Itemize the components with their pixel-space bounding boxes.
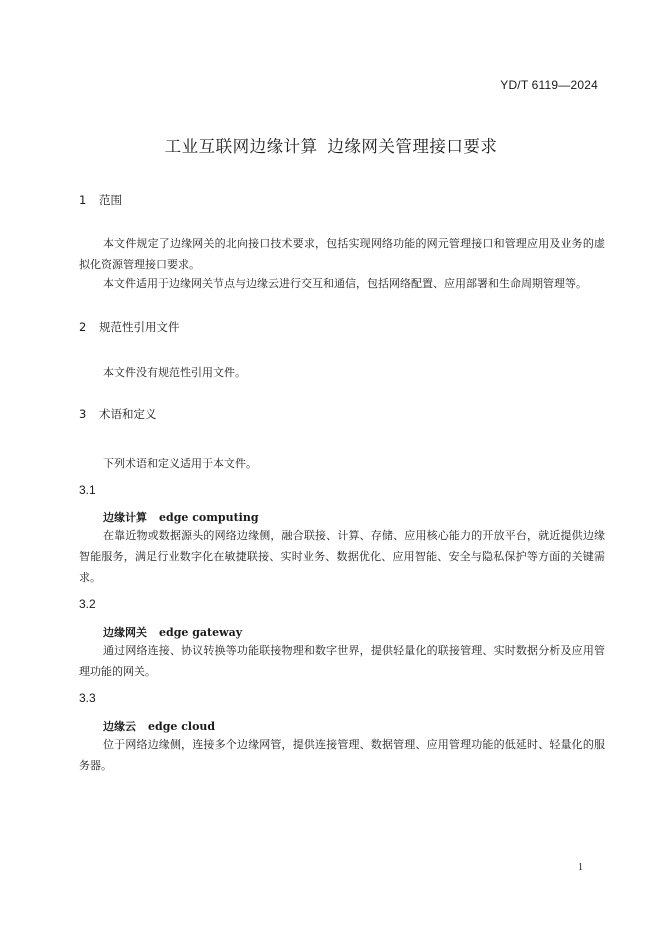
term-english: edge computing (159, 511, 259, 524)
document-title: 工业互联网边缘计算 边缘网关管理接口要求 (164, 137, 498, 156)
section-title: 范围 (99, 193, 122, 207)
term-chinese: 边缘网关 (103, 626, 147, 639)
term-chinese: 边缘云 (103, 720, 136, 733)
term-number: 3.1 (79, 483, 96, 497)
term-definition-edge-cloud: 位于网络边缘侧，连接多个边缘网管，提供连接管理、数据管理、应用管理功能的低延时、轻量化的服务器。 (79, 738, 605, 772)
scope-paragraph-2: 本文件适用于边缘网关节点与边缘云进行交互和通信，包括网络配置、应用部署和生命周期管理等。 (103, 277, 587, 290)
page-number: 1 (578, 862, 583, 873)
section-number: 2 (79, 320, 87, 334)
term-chinese: 边缘计算 (103, 511, 147, 524)
term-english: edge cloud (148, 720, 216, 733)
term-heading-edge-computing (103, 509, 259, 525)
section-title: 规范性引用文件 (99, 320, 180, 334)
section-heading-terms-definitions (79, 406, 157, 422)
term-heading-edge-gateway (103, 624, 242, 640)
term-heading-edge-cloud (103, 718, 215, 734)
section-number: 1 (79, 193, 87, 207)
section-heading-scope (79, 192, 122, 208)
references-paragraph: 本文件没有规范性引用文件。 (103, 366, 246, 379)
watermark (150, 904, 510, 922)
term-number: 3.2 (79, 597, 96, 611)
section-heading-normative-references (79, 319, 180, 335)
terms-intro-paragraph: 下列术语和定义适用于本文件。 (103, 457, 257, 470)
term-definition-edge-gateway: 通过网络连接、协议转换等功能联接物理和数字世界，提供轻量化的联接管理、实时数据分析及应用管理功能的网关。 (79, 644, 605, 678)
scope-paragraph-1: 本文件规定了边缘网关的北向接口技术要求，包括实现网络功能的网元管理接口和管理应用及业务的虚拟化资源管理接口要求。 (79, 237, 605, 271)
term-definition-edge-computing: 在靠近物或数据源头的网络边缘侧，融合联接、计算、存储、应用核心能力的开放平台，就近提供边缘智能服务，满足行业数字化在敏捷联接、实时业务、数据优化、应用智能、安全与隐私保护等方面的关键需求。 (79, 529, 605, 584)
term-number: 3.3 (79, 691, 96, 705)
section-number: 3 (79, 407, 87, 421)
term-english: edge gateway (159, 626, 243, 639)
standard-number: YD/T 6119—2024 (500, 78, 598, 92)
section-title: 术语和定义 (99, 407, 157, 421)
